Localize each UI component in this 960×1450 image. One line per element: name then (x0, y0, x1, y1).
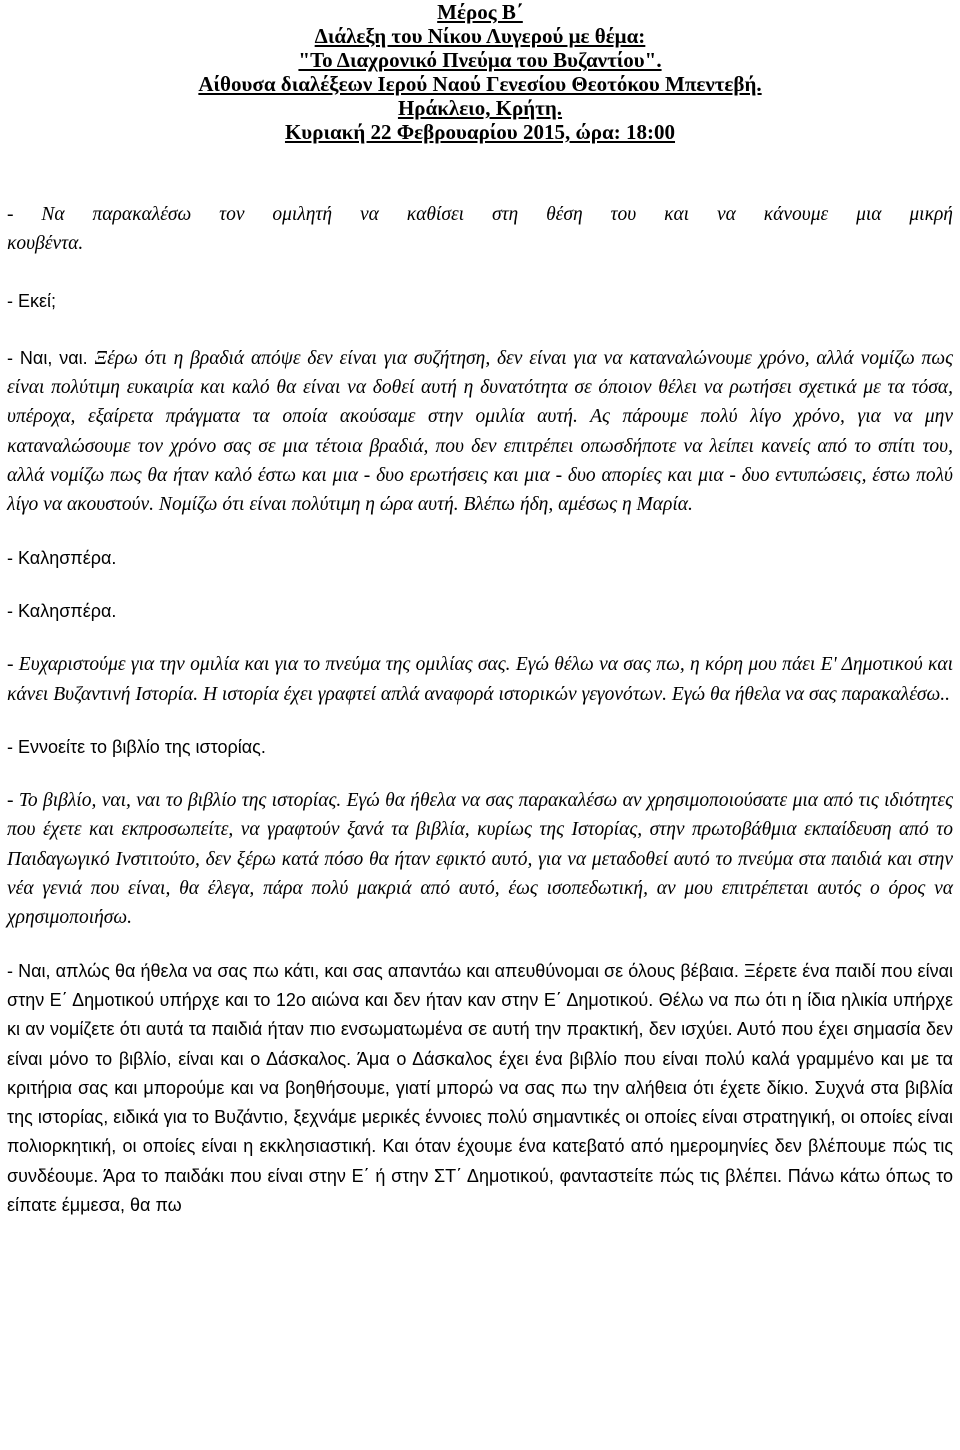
paragraph-7: - Εννοείτε το βιβλίο της ιστορίας. (7, 736, 266, 757)
lecture-heading: Διάλεξη του Νίκου Λυγερού με θέμα: (314, 24, 646, 48)
paragraph-3-lead: - Ναι, ναι. (7, 347, 95, 368)
paragraph-3-continuation: Ας πάρουμε πολύ λίγο χρόνο, για να μην καταναλώσουμε τον χρόνο σας σε μια τέτοια βραδιά, που δεν επιτρέπει οπωσδήποτε να λείπει κανείς από το σπίτι του, αλλά νομίζω πως θα ήταν καλό έστω και μια - δυο ερωτήσεις και μια - δυο απορίες και μια - δυο εντυπώσεις, έστω πολύ λίγο να ακουστούν. Νομίζω ότι είναι πολύτιμη η ώρα αυτή. Βλέπω ήδη, αμέσως η Μαρία. (7, 406, 953, 516)
document-header (7, 0, 953, 144)
document-page (7, 0, 953, 1220)
date-heading: Κυριακή 22 Φεβρουαρίου 2015, ώρα: 18:00 (284, 120, 676, 144)
paragraph-1-line-2: κουβέντα. (7, 233, 84, 255)
paragraph-1-line-1: - Να παρακαλέσω τον ομιλητή να καθίσει στη θέση του και να κάνουμε μια μικρή (7, 204, 953, 225)
paragraph-3-body: Ξέρω ότι η βραδιά απόψε δεν είναι για συζήτηση, δεν είναι για να καταναλώνουμε χρόνο, αλλά νομίζω πως είναι πολύτιμη ευκαιρία και καλό θα είναι να δοθεί αυτή η δυνατότητα σε όποιον θέλει να ρωτήσει σχετικά με τα τόσα, υπέροχα, εξαίρετα πράγματα τα οποία ακούσαμε στην ομιλία αυτή. (7, 347, 953, 428)
venue-heading: Αίθουσα διαλέξεων Ιερού Ναού Γενεσίου Θεοτόκου Μπεντεβή. (198, 72, 762, 96)
paragraph-6-body: Εγώ θέλω να σας πω, η κόρη μου πάει Ε' Δημοτικού και κάνει Βυζαντινή Ιστορία. Η ιστορία έχει γραφτεί απλά αναφορά ιστορικών γεγονότων. Εγώ θα ήθελα να σας παρακαλέσω.. (7, 654, 954, 705)
paragraph-5: - Καλησπέρα. (7, 600, 117, 621)
part-heading: Μέρος Β΄ (437, 0, 523, 24)
paragraph-6 (7, 650, 953, 709)
paragraph-1 (7, 200, 953, 259)
paragraph-8-body: Εγώ θα ήθελα να σας παρακαλέσω αν χρησιμοποιούσατε μια από τις ιδιότητες που έχετε και εκπροσωπείτε, να γραφτούν ξανά τα βιβλία, κυρίως της Ιστορίας, στην πρωτοβάθμια εκπαίδευση από το Παιδαγωγικό Ινστιτούτο, δεν ξέρω κατά πόσο θα ήταν εφικτό αυτό, για να μεταδοθεί αυτό το πνεύμα στα παιδιά και στην νέα γενιά που είναι, θα έλεγα, πάρα πολύ μακριά από αυτό, έως ισοπεδωτική, αν μου επιτρέπεται αυτός ο όρος να χρησιμοποιήσω. (7, 790, 954, 929)
paragraph-8-lead: - Το βιβλίο, ναι, ναι το βιβλίο της ιστορίας. (7, 790, 347, 812)
paragraph-9: - Ναι, απλώς θα ήθελα να σας πω κάτι, και σας απαντάω και απευθύνομαι σε όλους βέβαια. Ξέρετε ένα παιδί που είναι στην Ε΄ Δημοτικού υπήρχε και το 12ο αιώνα και δεν ήταν καν στην Ε΄ Δημοτικού. Θέλω να πω ότι η ίδια ηλικία υπήρχε κι αν νομίζετε ότι αυτά τα παιδιά ήταν πιο ενσωματωμένα σε αυτή την πρακτική, δεν ισχύει. Αυτό που έχει σημασία δεν είναι μόνο το βιβλίο, είναι και ο Δάσκαλος. Άμα ο Δάσκαλος έχει ένα βιβλίο που είναι πολύ καλά γραμμένο και με τα κριτήρια σας και μπορούμε και να βοηθήσουμε, γιατί μπορώ να σας πω την αλήθεια ότι έχετε δίκιο. Συχνά στα βιβλία της ιστορίας, ειδικά για το Βυζάντιο, ξεχνάμε μερικές έννοιες πολύ σημαντικές οι οποίες είναι στρατηγική, οι οποίες είναι πολιορκητική, οι οποίες είναι η εκκλησιαστική. Και όταν έχουμε ένα κατεβατό από ημερομηνίες δεν βλέπουμε πώς τις συνδέουμε. Άρα το παιδάκι που είναι στην Ε΄ ή στην ΣΤ΄ Δημοτικού, φανταστείτε πώς τις βλέπει. Πάνω κάτω όπως το είπατε έμμεσα, θα πω (7, 960, 953, 1216)
paragraph-8 (7, 786, 953, 932)
paragraph-4: - Καλησπέρα. (7, 547, 117, 568)
paragraph-6-lead: - Ευχαριστούμε για την ομιλία και για το πνεύμα της ομιλίας σας. (7, 654, 516, 676)
topic-heading: "Το Διαχρονικό Πνεύμα του Βυζαντίου". (298, 48, 662, 72)
paragraph-3 (7, 344, 953, 520)
city-heading: Ηράκλειο, Κρήτη. (397, 96, 563, 120)
paragraph-2: - Εκεί; (7, 290, 57, 311)
